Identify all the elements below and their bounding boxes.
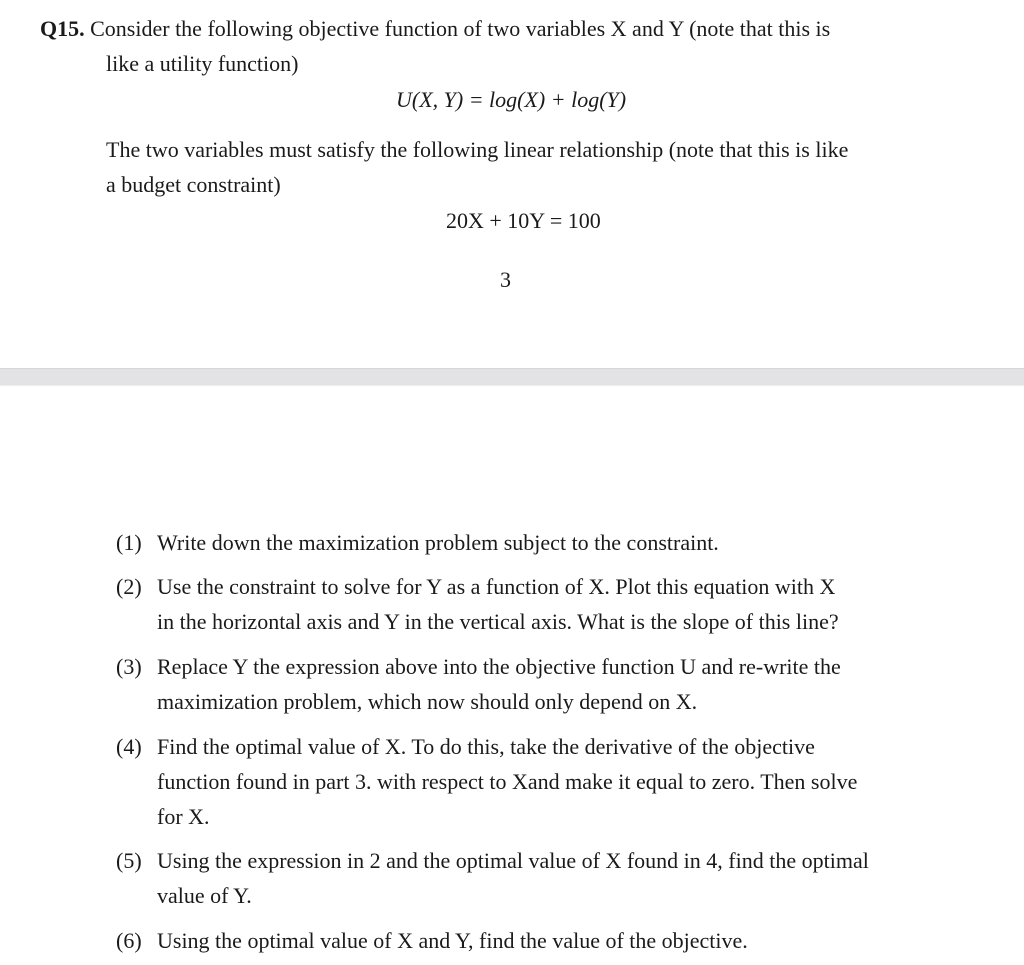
part-3-number: (3) (116, 654, 142, 679)
part-5-line-1: Using the expression in 2 and the optimal value of X found in 4, find the optimal (157, 848, 869, 873)
page-top (0, 0, 1024, 368)
part-6-line-1: Using the optimal value of X and Y, find the value of the objective. (157, 928, 748, 953)
question-intro-line-1 (40, 14, 830, 44)
part-1-line-1: Write down the maximization problem subject to the constraint. (157, 530, 719, 555)
part-4-line-1: Find the optimal value of X. To do this, take the derivative of the objective (157, 734, 815, 759)
part-2-number: (2) (116, 574, 142, 599)
part-5-line-2: value of Y. (157, 883, 252, 908)
page-bottom (0, 386, 1024, 965)
question-label: Q15. (40, 16, 85, 41)
part-1-number: (1) (116, 530, 142, 555)
part-4-line-3: for X. (157, 804, 210, 829)
part-5-number: (5) (116, 848, 142, 873)
page-divider (0, 368, 1024, 386)
question-intro-text-1: Consider the following objective function of two variables X and Y (note that this is (90, 16, 831, 41)
part-2-line-2: in the horizontal axis and Y in the vertical axis. What is the slope of this line? (157, 609, 839, 634)
constraint-intro-line-1: The two variables must satisfy the following linear relationship (note that this is like (106, 137, 849, 162)
part-6-number: (6) (116, 928, 142, 953)
constraint-intro-line-2: a budget constraint) (106, 172, 281, 197)
constraint-equation: 20X + 10Y = 100 (446, 208, 601, 233)
part-3-line-1: Replace Y the expression above into the objective function U and re-write the (157, 654, 841, 679)
part-3-line-2: maximization problem, which now should only depend on X. (157, 689, 698, 714)
part-4-line-2: function found in part 3. with respect to Xand make it equal to zero. Then solve (157, 769, 858, 794)
part-2-line-1: Use the constraint to solve for Y as a function of X. Plot this equation with X (157, 574, 836, 599)
objective-equation: U(X, Y) = log(X) + log(Y) (396, 87, 627, 112)
part-4-number: (4) (116, 734, 142, 759)
question-intro-line-2: like a utility function) (106, 51, 299, 76)
page-number: 3 (500, 267, 511, 292)
